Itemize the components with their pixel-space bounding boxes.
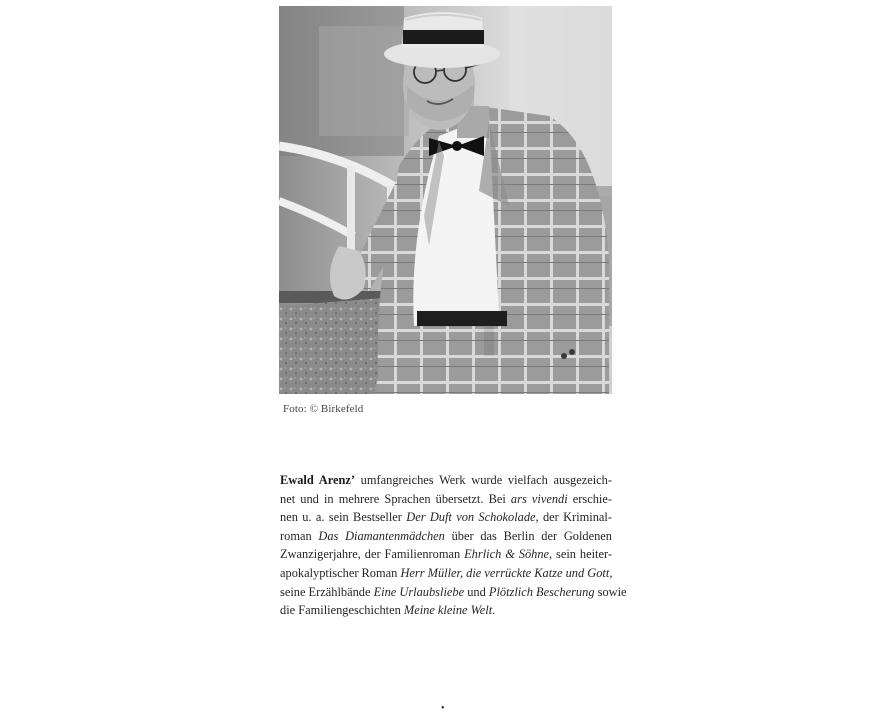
- book-title: Meine kleine Welt: [403, 603, 493, 618]
- bio-text: .: [492, 603, 496, 618]
- bio-text: Zwanzigerjahre, der Familienroman: [280, 547, 465, 562]
- bio-line: [280, 471, 612, 490]
- bio-line: [280, 583, 627, 602]
- book-title: ars vivendi: [510, 491, 568, 506]
- photo-caption: Foto: © Birkefeld: [283, 403, 364, 415]
- book-title: Das Diamantenmädchen: [318, 528, 445, 543]
- bio-line: [280, 601, 612, 620]
- bio-text: umfangreiches Werk wurde vielfach ausgezeich-: [354, 473, 612, 487]
- bio-text: seine Erzählbände: [280, 584, 374, 599]
- bio-line: [280, 545, 612, 564]
- bio-text: roman: [280, 528, 319, 543]
- bio-line: [280, 564, 612, 583]
- bio-text: die Familiengeschichten: [280, 603, 404, 618]
- book-title: Plötzlich Bescherung: [488, 584, 595, 599]
- bio-text: nen u. a. sein Bestseller: [280, 510, 407, 525]
- book-title: Herr Müller, die verrückte Katze und Gott: [400, 565, 610, 580]
- page-mark: •: [441, 703, 445, 714]
- bio-text: ,: [609, 565, 613, 580]
- author-photo: [279, 6, 612, 394]
- bio-line: [280, 527, 612, 546]
- bio-text: , sein heiter-: [549, 547, 613, 562]
- bio-text: apokalyptischer Roman: [280, 565, 401, 580]
- bio-text: sowie: [594, 584, 627, 599]
- bio-text: net und in mehrere Sprachen übersetzt. Bei: [280, 491, 511, 506]
- bio-text: über das Berlin der Goldenen: [444, 528, 612, 543]
- author-bio: [280, 471, 627, 620]
- book-title: Eine Urlaubsliebe: [373, 584, 465, 599]
- bio-text: erschie-: [567, 491, 612, 506]
- bio-text: , der Kriminal-: [535, 510, 612, 525]
- author-name: Ewald Arenz’: [280, 473, 355, 487]
- book-title: Ehrlich & Söhne: [464, 547, 550, 562]
- bio-line: [280, 490, 612, 509]
- book-title: Der Duft von Schokolade: [406, 510, 536, 525]
- bio-text: und: [464, 584, 489, 599]
- bio-line: [280, 508, 612, 527]
